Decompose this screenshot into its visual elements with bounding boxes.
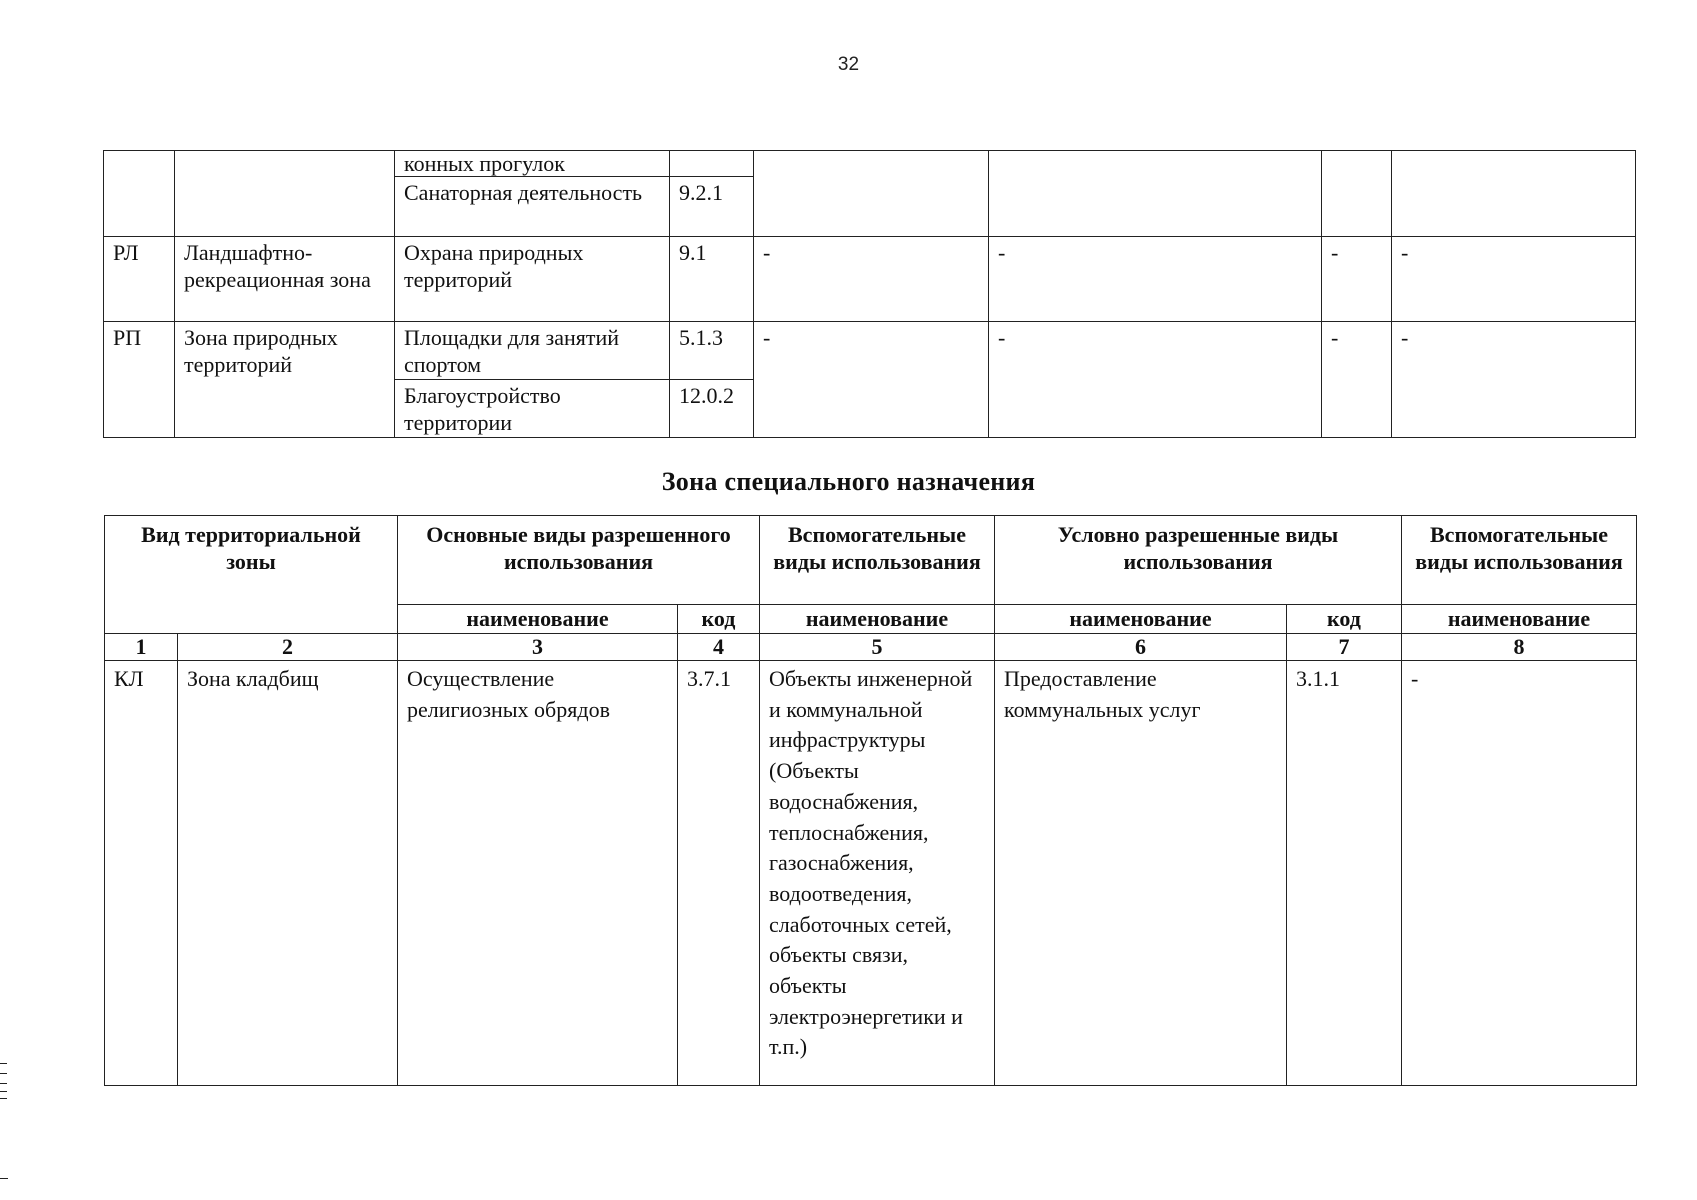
column-number: 1 xyxy=(105,634,178,661)
column-number: 3 xyxy=(398,634,678,661)
cond-use-name-cell xyxy=(989,151,1322,237)
subheader-name: наименование xyxy=(1402,605,1637,634)
table-cell xyxy=(175,151,395,237)
main-use-code-cell: 9.1 xyxy=(670,237,754,322)
column-number: 7 xyxy=(1287,634,1402,661)
aux2-use-name-cell: - xyxy=(1392,322,1636,438)
main-use-code-cell: 9.2.1 xyxy=(670,177,754,237)
main-use-code-cell: 5.1.3 xyxy=(670,322,754,380)
main-use-code-cell: 3.7.1 xyxy=(678,661,760,1086)
table-row xyxy=(104,151,1636,177)
cond-use-code-cell xyxy=(1322,151,1392,237)
aux-use-name-cell xyxy=(754,151,989,237)
scan-mark xyxy=(0,1063,7,1064)
main-use-name-cell: Площадки для занятий спортом xyxy=(395,322,670,380)
aux2-use-name-cell: - xyxy=(1392,237,1636,322)
zone-name-cell: Зона природных территорий xyxy=(175,322,395,438)
cond-use-code-cell: - xyxy=(1322,237,1392,322)
column-number: 2 xyxy=(178,634,398,661)
zone-code-cell: КЛ xyxy=(105,661,178,1086)
table-cell xyxy=(104,151,175,237)
cond-use-name-cell: - xyxy=(989,322,1322,438)
section-title: Зона специального назначения xyxy=(661,467,1036,496)
page-number: 32 xyxy=(837,54,860,75)
column-number: 8 xyxy=(1402,634,1637,661)
column-number: 5 xyxy=(760,634,995,661)
column-numbers-row xyxy=(105,634,1637,661)
main-use-name-cell: Осуществление религиозных обрядов xyxy=(398,661,678,1086)
header-aux-uses: Вспомогательные виды использования xyxy=(760,516,995,605)
header-aux-uses-2: Вспомогательные виды использования xyxy=(1402,516,1637,605)
aux-use-name-cell: Объекты инженерной и коммунальной инфраструктуры (Объекты водоснабжения, теплоснабжения, газоснабжения, водоотведения, слаботочных сетей, объекты связи, объекты электроэнергетики и т.п.) xyxy=(760,661,995,1086)
aux-use-name-cell: - xyxy=(754,322,989,438)
scan-mark xyxy=(0,1091,7,1092)
main-use-name-cell: Санаторная деятельность xyxy=(395,177,670,237)
subheader-name: наименование xyxy=(995,605,1287,634)
top-zone-table xyxy=(103,150,1636,438)
cond-use-name-cell: - xyxy=(989,237,1322,322)
cond-use-name-cell: Предоставление коммунальных услуг xyxy=(995,661,1287,1086)
cond-use-code-cell: 3.1.1 xyxy=(1287,661,1402,1086)
main-use-name-cell: конных прогулок xyxy=(395,151,670,177)
zone-code-cell: РП xyxy=(104,322,175,438)
main-use-name-cell: Охрана природных территорий xyxy=(395,237,670,322)
header-cond-uses: Условно разрешенные виды использования xyxy=(995,516,1402,605)
zone-code-cell: РЛ xyxy=(104,237,175,322)
scan-mark xyxy=(0,1083,7,1084)
header-zone-type: Вид территориальной зоны xyxy=(105,516,398,634)
table-row xyxy=(104,322,1636,380)
subheader-name: наименование xyxy=(398,605,678,634)
scan-mark xyxy=(0,1178,8,1179)
zone-name-cell: Зона кладбищ xyxy=(178,661,398,1086)
subheader-code: код xyxy=(678,605,760,634)
main-use-name-cell: Благоустройство территории xyxy=(395,380,670,438)
column-number: 6 xyxy=(995,634,1287,661)
aux2-use-name-cell: - xyxy=(1402,661,1637,1086)
table-row xyxy=(105,661,1637,1086)
header-main-uses: Основные виды разрешенного использования xyxy=(398,516,760,605)
subheader-name: наименование xyxy=(760,605,995,634)
subheader-code: код xyxy=(1287,605,1402,634)
column-number: 4 xyxy=(678,634,760,661)
table-header-row xyxy=(105,516,1637,605)
main-use-code-cell: 12.0.2 xyxy=(670,380,754,438)
aux-use-name-cell: - xyxy=(754,237,989,322)
zone-name-cell: Ландшафтно-рекреационная зона xyxy=(175,237,395,322)
table-row xyxy=(104,237,1636,322)
cond-use-code-cell: - xyxy=(1322,322,1392,438)
aux2-use-name-cell xyxy=(1392,151,1636,237)
special-zone-table xyxy=(104,515,1637,1086)
main-use-code-cell xyxy=(670,151,754,177)
scan-mark xyxy=(0,1073,7,1074)
scan-mark xyxy=(0,1098,7,1099)
